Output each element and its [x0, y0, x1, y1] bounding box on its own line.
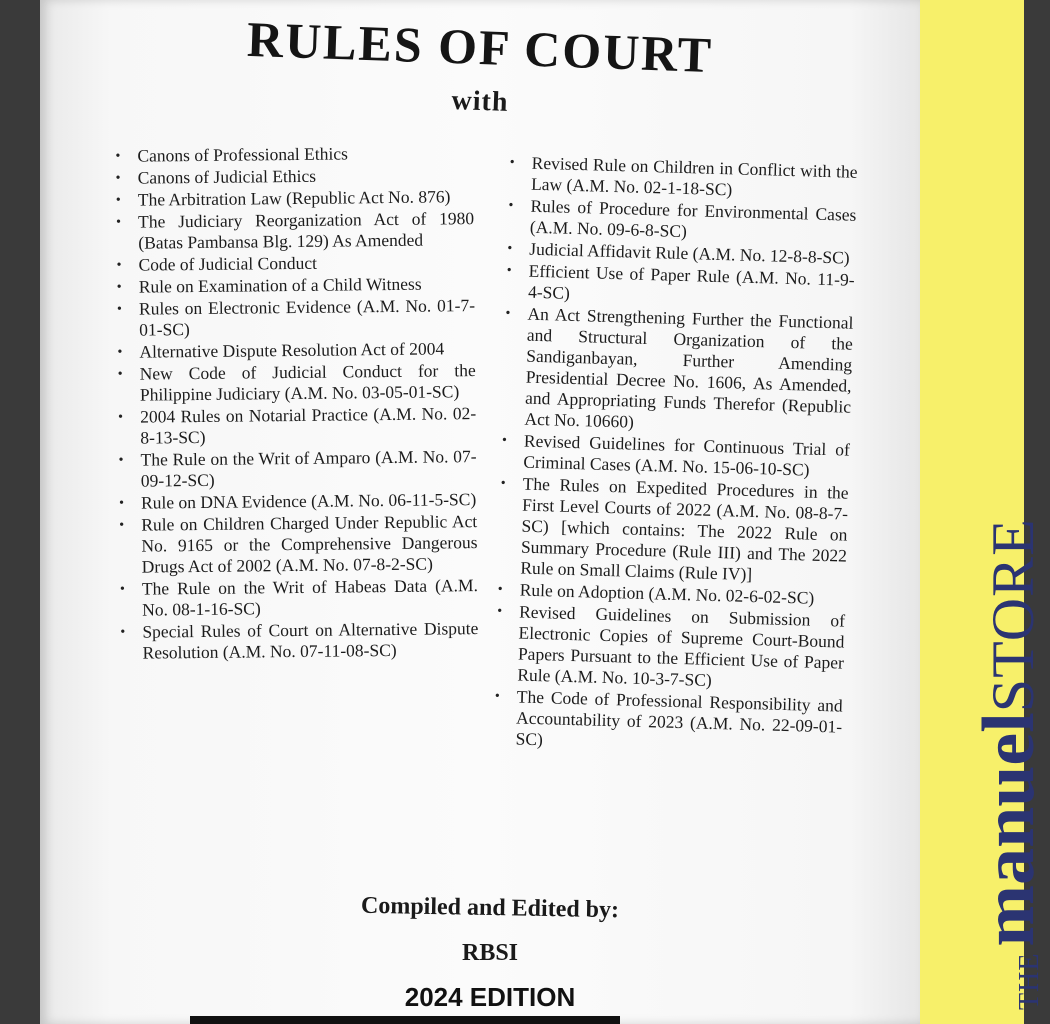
list-item: • Rules of Procedure for Environmental Cases (A.M. No. 09-6-8-SC) — [508, 195, 857, 242]
brand-logo — [968, 518, 1050, 1010]
page-title: RULES OF COURT — [246, 10, 714, 84]
list-item: • The Arbitration Law (Republic Act No. 876) — [115, 186, 451, 210]
bullet-icon: • — [500, 475, 506, 492]
brand-sidebar — [920, 0, 1050, 1024]
bullet-icon: • — [118, 452, 124, 468]
list-item: • The Rule on the Writ of Habeas Data (A.M. No. 08-1-16-SC) — [119, 575, 479, 620]
bullet-icon: • — [117, 366, 123, 382]
list-item: • Rules on Electronic Evidence (A.M. No. 01-7-01-SC) — [116, 295, 476, 340]
bullet-icon: • — [115, 170, 121, 186]
list-item: • Alternative Dispute Resolution Act of 2004 — [117, 338, 445, 362]
bullet-icon: • — [116, 214, 122, 230]
bullet-icon: • — [497, 581, 503, 598]
bullet-icon: • — [116, 257, 122, 273]
list-item: • Rule on Children Charged Under Republic Act No. 9165 or the Comprehensive Dangerous Drugs Act of 2002 (A.M. No. 07-8-2-SC) — [119, 511, 478, 577]
list-item: • 2004 Rules on Notarial Practice (A.M. No. 02-8-13-SC) — [118, 403, 477, 448]
brand-the: THE — [1014, 952, 1045, 1010]
list-item: • An Act Strengthening Further the Functional and Structural Organization of the Sandiganbayan, Further Amending Presidential Decree No. 1606, As Amended, and Appropriating Funds Therefor (Republic Act No. 10660) — [505, 303, 854, 432]
brand-manuel: manuel — [968, 712, 1050, 947]
bullet-icon: • — [119, 517, 125, 533]
list-item: • Revised Rule on Children in Conflict with the Law (A.M. No. 02-1-18-SC) — [509, 152, 858, 200]
bullet-icon: • — [507, 241, 513, 257]
bullet-icon: • — [118, 409, 124, 425]
list-item: • Efficient Use of Paper Rule (A.M. No. 11-9-4-SC) — [506, 260, 855, 303]
list-item: • Rule on Adoption (A.M. No. 02-6-02-SC) — [497, 579, 815, 608]
bullet-icon: • — [117, 344, 123, 360]
list-item: • Special Rules of Court on Alternative Dispute Resolution (A.M. No. 07-11-08-SC) — [120, 618, 479, 663]
list-item: • Canons of Judicial Ethics — [115, 165, 317, 188]
bullet-icon: • — [119, 581, 125, 597]
bullet-icon: • — [506, 263, 512, 279]
list-item: • Canons of Professional Ethics — [115, 143, 348, 166]
list-item: • Revised Guidelines on Submission of Electronic Copies of Supreme Court-Bound Papers Pursuant to the Efficient Use of Paper Rule (A.M. No. 10-3-7-SC) — [496, 601, 846, 690]
brand-store: STORE — [980, 518, 1046, 713]
edition-label: 2024 EDITION — [404, 982, 576, 1012]
bullet-icon: • — [509, 155, 515, 171]
list-item: • Revised Guidelines for Continuous Trial of Criminal Cases (A.M. No. 15-06-10-SC) — [501, 430, 851, 480]
list-item: • Rule on DNA Evidence (A.M. No. 06-11-5-SC) — [118, 489, 477, 513]
list-item: • The Rule on the Writ of Amparo (A.M. No. 07-09-12-SC) — [118, 446, 477, 491]
left-contents-list — [111, 142, 478, 665]
bullet-icon: • — [116, 301, 122, 317]
list-item: • Code of Judicial Conduct — [116, 252, 318, 275]
bullet-icon: • — [505, 306, 511, 322]
bullet-icon: • — [494, 688, 500, 705]
bullet-icon: • — [118, 495, 125, 511]
bullet-icon: • — [496, 603, 503, 620]
book-page — [40, 0, 920, 1024]
list-item: • The Code of Professional Responsibility and Accountability of 2023 (A.M. No. 22-09-01-SC) — [494, 686, 843, 750]
list-item: • The Judiciary Reorganization Act of 1980 (Batas Pambansa Blg. 129) As Amended — [116, 208, 475, 253]
bullet-icon: • — [501, 433, 508, 449]
list-item: • Judicial Affidavit Rule (A.M. No. 12-8-8-SC) — [507, 238, 850, 268]
right-contents-list — [489, 152, 858, 760]
bullet-icon: • — [508, 198, 514, 214]
bullet-icon: • — [115, 192, 121, 208]
page-subtitle: with — [451, 85, 509, 118]
list-item: • New Code of Judicial Conduct for the Philippine Judiciary (A.M. No. 03-05-01-SC) — [117, 360, 476, 405]
bullet-icon: • — [115, 148, 121, 164]
list-item: • The Rules on Expedited Procedures in the First Level Courts of 2022 (A.M. No. 08-8-7-SC) [which contains: The 2022 Rule on Summary Procedure (Rule III) and The 2022 Rule on Small Claims (Rule IV)] — [500, 473, 849, 585]
bullet-icon: • — [116, 279, 122, 295]
bottom-rule — [190, 1016, 620, 1024]
bullet-icon: • — [120, 624, 126, 640]
compiled-label: Compiled and Edited by: — [360, 892, 620, 924]
list-item: • Rule on Examination of a Child Witness — [116, 273, 422, 297]
publisher-name: RBSI — [461, 940, 519, 966]
